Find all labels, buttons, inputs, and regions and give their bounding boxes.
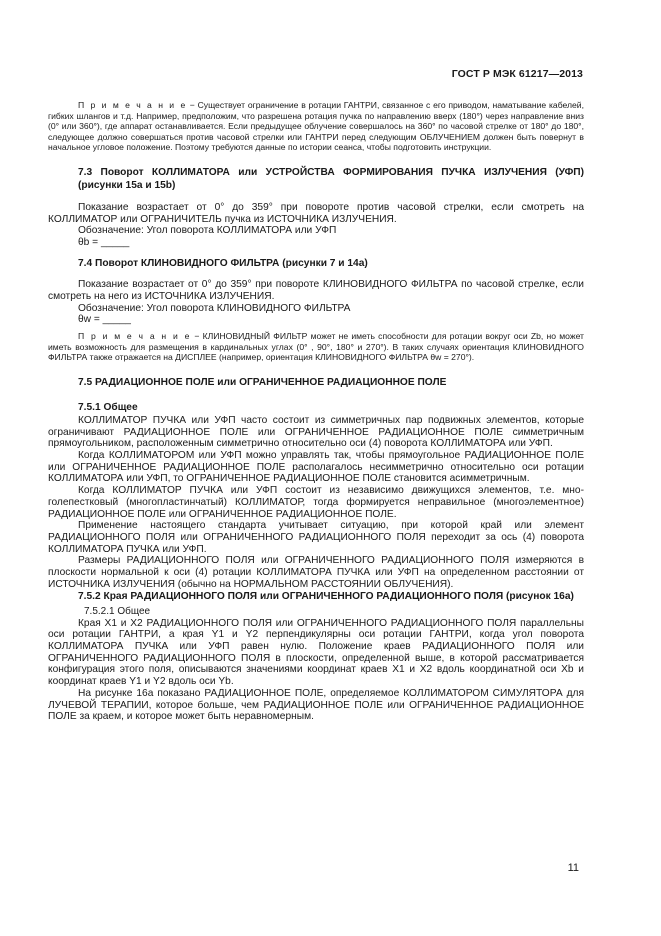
- section-7-5-2-1-paragraph-2: На рисунке 16a показано РАДИАЦИОННОЕ ПОЛЕ, определяемое КОЛЛИМАТОРОМ СИМУЛЯТОРА для ЛУЧЕВОЙ ТЕРАПИИ, которое больше, чем РАДИАЦИОННОЕ ПОЛЕ или ОГРАНИЧЕННОЕ РАДИАЦИОННОЕ ПОЛЕ за краем, и которое может быть неравномерным.: [48, 687, 584, 723]
- section-7-3-paragraph: Показание возрастает от 0° до 359° при повороте против часовой стрелки, если смотреть на КОЛЛИМАТОР или ОГРАНИЧИТЕЛЬ пучка из ИСТОЧНИКА ИЗЛУЧЕНИЯ.: [48, 201, 584, 225]
- section-7-5-1-paragraph-3: Когда КОЛЛИМАТОР ПУЧКА или УФП состоит из независимо движущихся элементов, т.е. многолепестковый (многопластинчатый) КОЛЛИМАТОР, тогда формируется неправильное (многоэлементное) РАДИАЦИОННОЕ ПОЛЕ или ОГРАНИЧЕННОЕ РАДИАЦИОННОЕ ПОЛЕ.: [48, 485, 584, 520]
- section-7-3-heading: 7.3 Поворот КОЛЛИМАТОРА или УСТРОЙСТВА ФОРМИРОВАНИЯ ПУЧКА ИЗЛУЧЕНИЯ (УФП) (рисунки 15a и 15b): [78, 166, 584, 192]
- section-7-5-heading: 7.5 РАДИАЦИОННОЕ ПОЛЕ или ОГРАНИЧЕННОЕ РАДИАЦИОННОЕ ПОЛЕ: [78, 376, 447, 388]
- section-7-5-2-1-heading: 7.5.2.1 Общее: [84, 605, 151, 617]
- note-label: П р и м е ч а н и е: [78, 331, 192, 342]
- page-number: 11: [567, 862, 579, 874]
- section-7-4-heading: 7.4 Поворот КЛИНОВИДНОГО ФИЛЬТРА (рисунки 7 и 14a): [78, 257, 368, 269]
- section-7-5-1-paragraph-5: Размеры РАДИАЦИОННОГО ПОЛЯ или ОГРАНИЧЕННОГО РАДИАЦИОННОГО ПОЛЯ измеряются в плоскости нормальной к оси (4) ротации КОЛЛИМАТОРА ПУЧКА или УФП на определенном расстоянии от ИСТОЧНИКА ИЗЛУЧЕНИЯ (обычно на НОРМАЛЬНОМ РАССТОЯНИИ ОБЛУЧЕНИЯ).: [48, 555, 584, 590]
- section-7-4-designation: Обозначение: Угол поворота КЛИНОВИДНОГО ФИЛЬТРА: [78, 302, 351, 314]
- note-wedge-filter: [48, 331, 584, 363]
- document-header: ГОСТ Р МЭК 61217—2013: [451, 68, 583, 80]
- section-7-5-1-heading: 7.5.1 Общее: [78, 402, 138, 414]
- section-7-5-1-paragraph-4: Применение настоящего стандарта учитывает ситуацию, при которой край или элемент РАДИАЦИОННОГО ПОЛЯ или ОГРАНИЧЕННОГО РАДИАЦИОННОГО ПОЛЯ переходит за ось (4) поворота КОЛЛИМАТОРА ПУЧКА или УФП.: [48, 520, 584, 555]
- section-7-4-symbol: θw = _____: [78, 314, 131, 326]
- section-7-3-symbol: θb = _____: [78, 237, 130, 249]
- page-content: [48, 100, 584, 723]
- note-text: − Существует ограничение в ротации ГАНТРИ, связанное с его приводом, наматывание кабелей, гибких шлангов и т.д. Например, предположим, что разрешена ротация пучка по направлению вверх (180°) через направление вниз (0° или 360°), где аппарат останавливается. Если предыдущее облучение совершалось на 360° по часовой стрелке от 180° до 180°, следующее должно совершаться против часовой стрелки или ГАНТРИ перед следующим ОБЛУЧЕНИЕМ должен быть повернут в начальное угловое положение. Поэтому требуются данные по истории сеанса, чтобы подготовить инструкции.: [48, 100, 584, 153]
- note-label: П р и м е ч а н и е: [78, 100, 188, 110]
- section-7-5-1-paragraph-2: Когда КОЛЛИМАТОРОМ или УФП можно управлять так, чтобы прямоугольное РАДИАЦИОННОЕ ПОЛЕ или ОГРАНИЧЕННОЕ РАДИАЦИОННОЕ ПОЛЕ располагалось несимметрично относительно оси ротации КОЛЛИМАТОРА или УФП, то ОГРАНИЧЕННОЕ РАДИАЦИОННОЕ ПОЛЕ становится асимметричным.: [48, 449, 584, 485]
- section-7-5-2-1-paragraph-1: Края X1 и X2 РАДИАЦИОННОГО ПОЛЯ или ОГРАНИЧЕННОГО РАДИАЦИОННОГО ПОЛЯ параллельны оси ротации ГАНТРИ, а края Y1 и Y2 перпендикулярны оси ротации ГАНТРИ, когда угол поворота КОЛЛИМАТОРА ПУЧКА или УФП равен нулю. Положение краев РАДИАЦИОННОГО ПОЛЯ или ОГРАНИЧЕННОГО РАДИАЦИОННОГО ПОЛЯ в плоскости, определенной выше, в которой рассматривается конфигурация этого поля, описываются значениями координат краев X1 и X2 вдоль координатной оси Xb и координат краев Y1 и Y2 вдоль оси Yb.: [48, 617, 584, 688]
- section-7-5-2-heading: 7.5.2 Края РАДИАЦИОННОГО ПОЛЯ или ОГРАНИЧЕННОГО РАДИАЦИОННОГО ПОЛЯ (рисунок 16a): [78, 591, 574, 603]
- section-7-5-1-paragraph-1: КОЛЛИМАТОР ПУЧКА или УФП часто состоит из симметричных пар подвижных элементов, которые ограничивают РАДИАЦИОННОЕ ПОЛЕ или ОГРАНИЧЕННОЕ РАДИАЦИОННОЕ ПОЛЕ симметричным прямоугольником, расположенным симметрично относительно оси (4) поворота КОЛЛИМАТОРА или УФП.: [48, 414, 584, 450]
- note-text: − КЛИНОВИДНЫЙ ФИЛЬТР может не иметь способности для ротации вокруг оси Zb, но может иметь возможность для размещения в кардинальных углах (0° , 90°, 180° и 270°). В таких случаях ориентация КЛИНОВИДНОГО ФИЛЬТРА также отражается на ДИСПЛЕЕ (например, ориентация КЛИНОВИДНОГО ФИЛЬТРА θw = 270°).: [48, 331, 584, 363]
- section-7-3-designation: Обозначение: Угол поворота КОЛЛИМАТОРА или УФП: [78, 225, 337, 237]
- note-rotation-limit: [48, 100, 584, 153]
- section-7-4-paragraph: Показание возрастает от 0° до 359° при повороте КЛИНОВИДНОГО ФИЛЬТРА по часовой стрелке, если смотреть на него из ИСТОЧНИКА ИЗЛУЧЕНИЯ.: [48, 279, 584, 302]
